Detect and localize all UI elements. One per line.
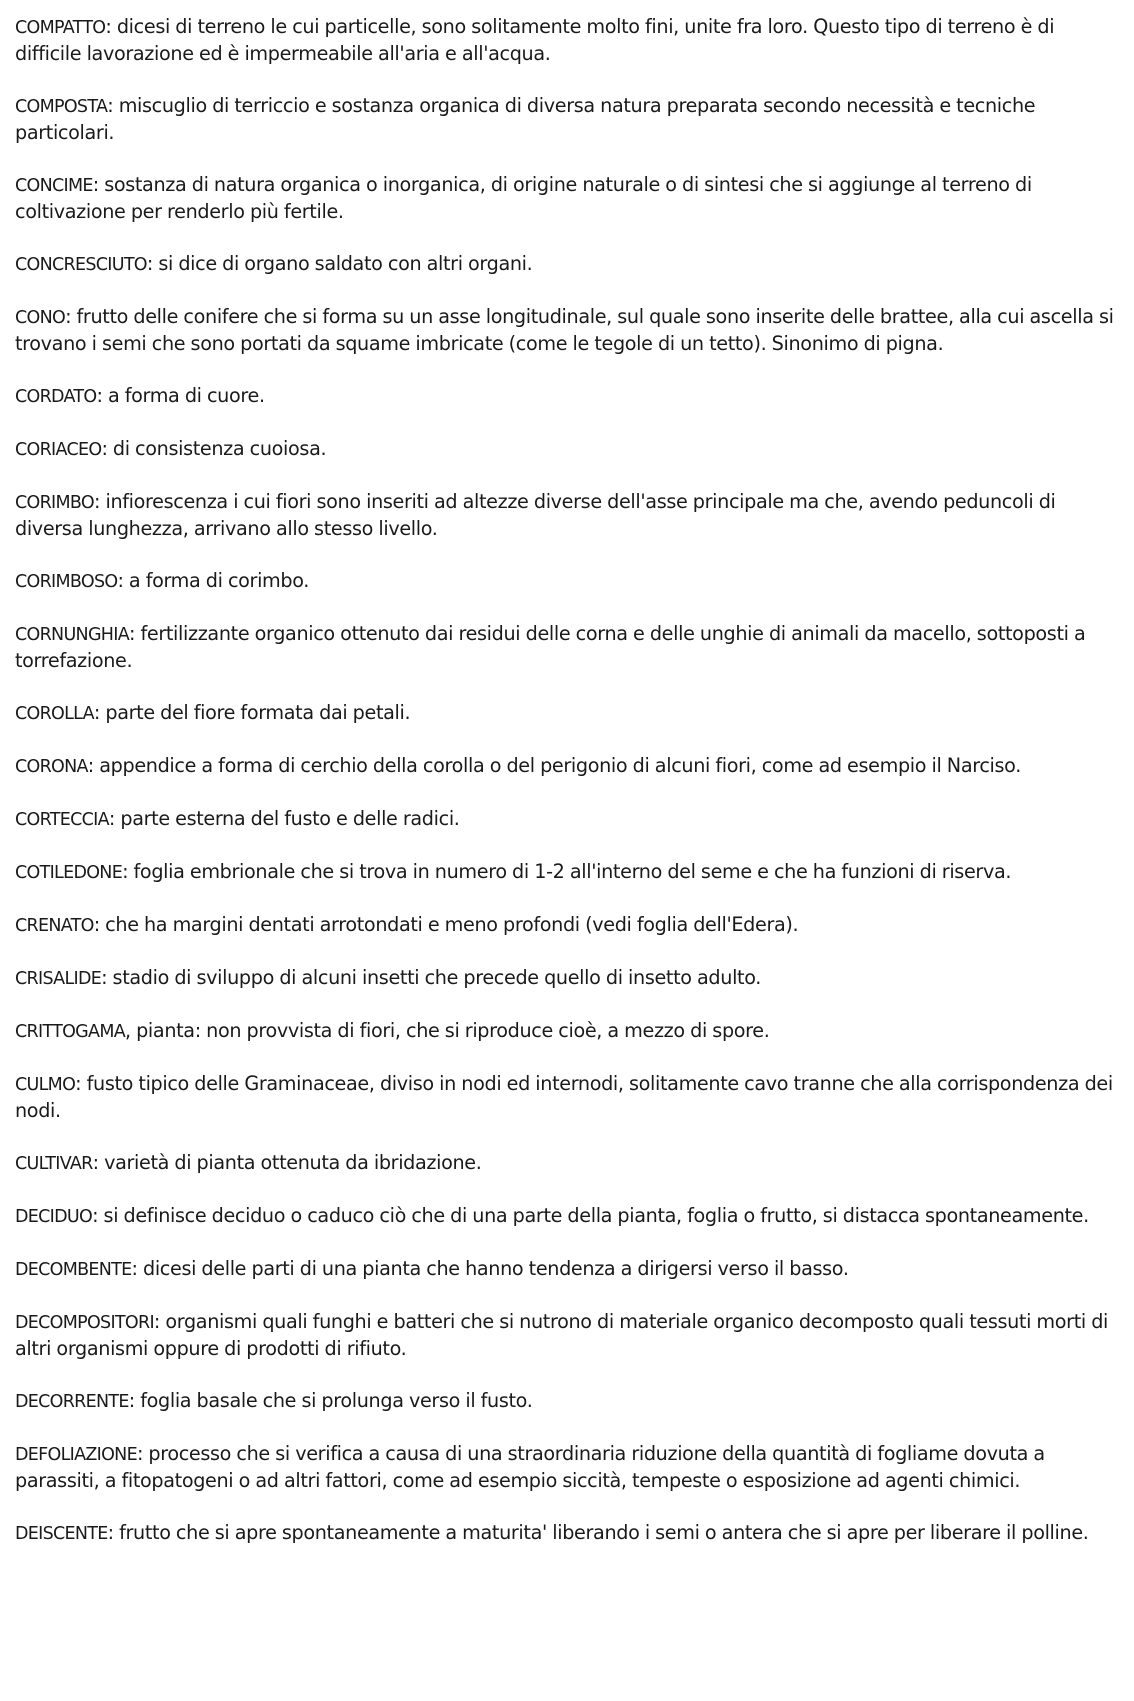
entry-term: COTILEDONE [15, 863, 123, 883]
glossary-entry [15, 965, 1120, 992]
entry-definition: : foglia embrionale che si trova in numero di 1-2 all'interno del seme e che ha funzioni di riserva. [122, 860, 1012, 883]
glossary-entry [15, 14, 1120, 67]
glossary-entry [15, 621, 1120, 674]
entry-definition: , pianta: non provvista di fiori, che si riproduce cioè, a mezzo di spore. [125, 1019, 770, 1042]
entry-term: CORDATO [15, 387, 97, 407]
entry-definition: : dicesi di terreno le cui particelle, sono solitamente molto fini, unite fra loro. Questo tipo di terreno è di difficile lavorazione ed è impermeabile all'aria e all'acqua. [15, 15, 1055, 65]
entry-definition: : stadio di sviluppo di alcuni insetti che precede quello di insetto adulto. [101, 966, 762, 989]
entry-definition: : processo che si verifica a causa di una straordinaria riduzione della quantità di fogliame dovuta a parassiti, a fitopatogeni o ad altri fattori, come ad esempio siccità, tempeste o esposizione ad agenti chimici. [15, 1442, 1045, 1492]
entry-term: CRENATO [15, 916, 94, 936]
entry-term: CONCRESCIUTO [15, 255, 147, 275]
entry-definition: : si dice di organo saldato con altri organi. [146, 252, 533, 275]
glossary-entry [15, 1071, 1120, 1124]
entry-term: COMPATTO [15, 18, 106, 38]
entry-term: DEISCENTE [15, 1524, 108, 1544]
glossary-entry [15, 172, 1120, 225]
entry-definition: : varietà di pianta ottenuta da ibridazione. [92, 1151, 482, 1174]
glossary-entry [15, 1309, 1120, 1362]
glossary-entry [15, 436, 1120, 463]
glossary-entry [15, 1388, 1120, 1415]
glossary-entry [15, 859, 1120, 886]
entry-definition: : a forma di corimbo. [117, 569, 310, 592]
entry-term: CORIMBO [15, 493, 94, 513]
glossary-entry [15, 1203, 1120, 1230]
entry-definition: : frutto che si apre spontaneamente a maturita' liberando i semi o antera che si apre per liberare il polline. [107, 1521, 1089, 1544]
entry-term: CULTIVAR [15, 1154, 93, 1174]
entry-definition: : sostanza di natura organica o inorganica, di origine naturale o di sintesi che si aggiunge al terreno di coltivazione per renderlo più fertile. [15, 173, 1032, 223]
entry-definition: : foglia basale che si prolunga verso il fusto. [128, 1389, 533, 1412]
glossary-entry [15, 304, 1120, 357]
entry-term: CONO [15, 308, 66, 328]
glossary-entry [15, 93, 1120, 146]
entry-term: COROLLA [15, 704, 94, 724]
entry-definition: : fertilizzante organico ottenuto dai residui delle corna e delle unghie di animali da macello, sottoposti a torrefazione. [15, 622, 1086, 672]
entry-definition: : organismi quali funghi e batteri che si nutrono di materiale organico decomposto quali tessuti morti di altri organismi oppure di prodotti di rifiuto. [15, 1310, 1109, 1360]
glossary-entry [15, 568, 1120, 595]
entry-definition: : fusto tipico delle Graminaceae, diviso in nodi ed internodi, solitamente cavo tranne che alla corrispondenza dei nodi. [15, 1072, 1113, 1122]
entry-term: DECORRENTE [15, 1392, 129, 1412]
entry-definition: : frutto delle conifere che si forma su un asse longitudinale, sul quale sono inserite delle brattee, alla cui ascella si trovano i semi che sono portati da squame imbricate (come le tegole di un tetto). Sinonimo di pigna. [15, 305, 1114, 355]
glossary-entry [15, 1150, 1120, 1177]
entry-term: DECIDUO [15, 1207, 93, 1227]
entry-definition: : parte esterna del fusto e delle radici. [108, 807, 460, 830]
glossary-entry [15, 806, 1120, 833]
glossary-entry [15, 1256, 1120, 1283]
entry-definition: : miscuglio di terriccio e sostanza organica di diversa natura preparata secondo necessità e tecniche particolari. [15, 94, 1036, 144]
entry-term: CRISALIDE [15, 969, 102, 989]
glossary-entry [15, 1520, 1120, 1547]
entry-definition: : che ha margini dentati arrotondati e meno profondi (vedi foglia dell'Edera). [93, 913, 799, 936]
glossary-entry [15, 251, 1120, 278]
glossary-entry [15, 912, 1120, 939]
entry-term: DECOMBENTE [15, 1260, 132, 1280]
glossary-entry [15, 1441, 1120, 1494]
entry-definition: : infiorescenza i cui fiori sono inseriti ad altezze diverse dell'asse principale ma che, avendo peduncoli di diversa lunghezza, arrivano allo stesso livello. [15, 490, 1056, 540]
glossary-entry [15, 753, 1120, 780]
entry-definition: : di consistenza cuoiosa. [101, 437, 327, 460]
entry-term: CORIACEO [15, 440, 102, 460]
glossary-entry [15, 489, 1120, 542]
entry-term: DECOMPOSITORI [15, 1313, 154, 1333]
entry-term: CORTECCIA [15, 810, 109, 830]
glossary [15, 14, 1120, 1547]
glossary-entry [15, 700, 1120, 727]
glossary-entry [15, 383, 1120, 410]
entry-term: CONCIME [15, 176, 93, 196]
entry-term: COMPOSTA [15, 97, 108, 117]
entry-term: CRITTOGAMA [15, 1022, 125, 1042]
entry-term: DEFOLIAZIONE [15, 1445, 137, 1465]
entry-definition: : parte del fiore formata dai petali. [93, 701, 411, 724]
entry-definition: : a forma di cuore. [96, 384, 265, 407]
entry-term: CORIMBOSO [15, 572, 118, 592]
entry-term: CORNUNGHIA [15, 625, 129, 645]
entry-term: CULMO [15, 1075, 76, 1095]
entry-term: CORONA [15, 757, 88, 777]
glossary-entry [15, 1018, 1120, 1045]
entry-definition: : appendice a forma di cerchio della corolla o del perigonio di alcuni fiori, come ad esempio il Narciso. [87, 754, 1021, 777]
entry-definition: : dicesi delle parti di una pianta che hanno tendenza a dirigersi verso il basso. [131, 1257, 849, 1280]
entry-definition: : si definisce deciduo o caduco ciò che di una parte della pianta, foglia o frutto, si distacca spontaneamente. [92, 1204, 1089, 1227]
